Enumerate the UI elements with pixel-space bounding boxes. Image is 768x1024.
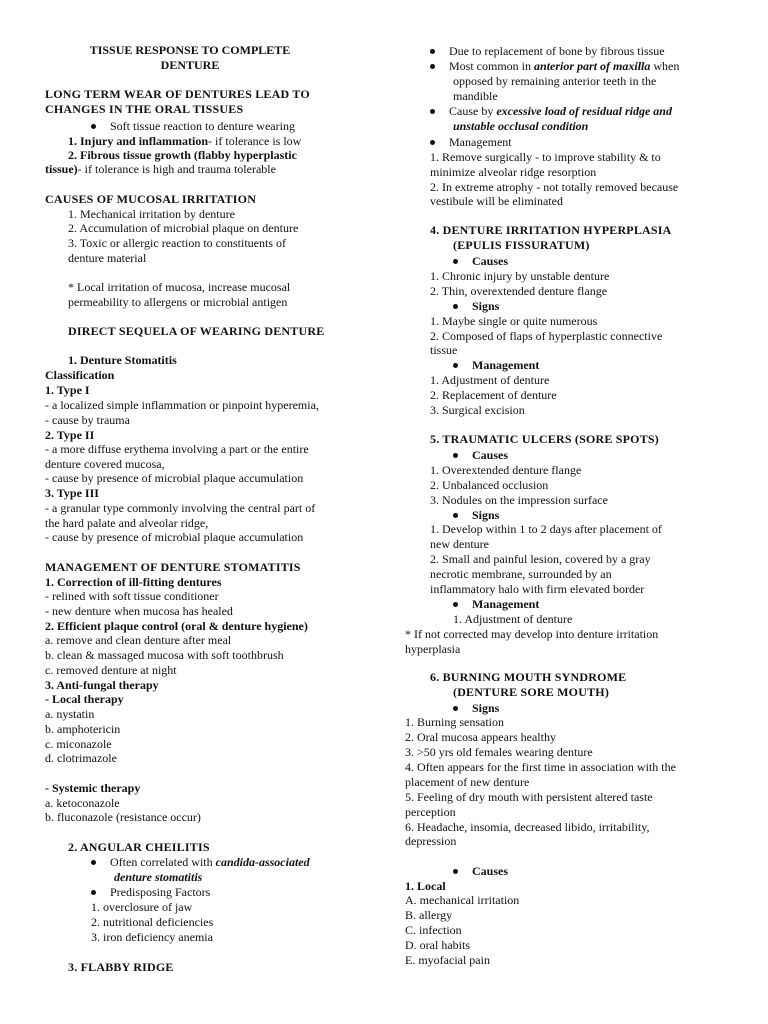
- text-segment: Management: [472, 597, 540, 611]
- text-content: tissue: [430, 343, 458, 357]
- text-content: 2. In extreme atrophy - not totally removed because: [430, 180, 679, 194]
- section-heading: [430, 432, 659, 447]
- text-line: [45, 413, 130, 428]
- text-segment: anterior part of maxilla: [534, 59, 651, 73]
- text-line: [405, 938, 470, 953]
- text-segment: tissue): [45, 162, 78, 176]
- text-line: [430, 582, 644, 597]
- text-line: [453, 119, 588, 134]
- text-segment: 1. Injury and inflammation: [68, 134, 209, 148]
- bullet-icon: [91, 860, 96, 865]
- text-content: 2. Composed of flaps of hyperplastic connective: [430, 329, 663, 343]
- text-content: permeability to allergens or microbial antigen: [68, 295, 288, 309]
- text-line: [45, 604, 233, 619]
- section-heading: [453, 238, 590, 253]
- bullet-icon: [453, 453, 458, 458]
- text-content: B. allergy: [405, 908, 453, 922]
- text-line: [45, 501, 315, 516]
- text-content: 5. TRAUMATIC ULCERS (SORE SPOTS): [430, 432, 659, 446]
- text-line: [405, 790, 653, 805]
- text-content: C. infection: [405, 923, 462, 937]
- text-line: [91, 855, 310, 870]
- text-content: Soft tissue reaction to denture wearing: [110, 119, 295, 133]
- text-line: [405, 953, 490, 968]
- text-content: 4. DENTURE IRRITATION HYPERPLASIA: [430, 223, 672, 237]
- text-content: b. amphotericin: [45, 722, 121, 736]
- text-content: LONG TERM WEAR OF DENTURES LEAD TO: [45, 87, 310, 101]
- text-content: 3. Nodules on the impression surface: [430, 493, 608, 507]
- text-content: minimize alveolar ridge resorption: [430, 165, 597, 179]
- text-segment: unstable occlusal condition: [453, 119, 589, 133]
- text-content: MANAGEMENT OF DENTURE STOMATITIS: [45, 560, 301, 574]
- bullet-icon: [453, 602, 458, 607]
- text-content: new denture: [430, 537, 489, 551]
- text-content: 6. Headache, insomia, decreased libido, irritability,: [405, 820, 650, 834]
- text-segment: 3. Anti-fungal therapy: [45, 678, 159, 692]
- text-line: [405, 775, 529, 790]
- text-line: [453, 864, 508, 879]
- text-line: [453, 448, 508, 463]
- text-line: [405, 908, 452, 923]
- bullet-icon: [453, 259, 458, 264]
- bullet-icon: [430, 109, 435, 114]
- text-line: [68, 134, 301, 149]
- text-line: [45, 796, 120, 811]
- document-title-line-2: DENTURE: [160, 58, 220, 72]
- text-content: placement of new denture: [405, 775, 530, 789]
- bullet-icon: [430, 49, 435, 54]
- text-content: 1. Adjustment of denture: [430, 373, 550, 387]
- text-content: 1. Maybe single or quite numerous: [430, 314, 598, 328]
- text-content: - a localized simple inflammation or pinpoint hyperemia,: [45, 398, 319, 412]
- text-line: [430, 463, 581, 478]
- text-content: - a granular type commonly involving the central part of: [45, 501, 316, 515]
- text-segment: excessive load of residual ridge and: [496, 104, 672, 118]
- text-content: Management: [449, 135, 512, 149]
- text-segment: Cause by: [449, 104, 497, 118]
- text-line: [45, 398, 319, 413]
- text-line: [91, 885, 210, 900]
- text-content: 3. iron deficiency anemia: [91, 930, 213, 944]
- text-content: 2. Small and painful lesion, covered by a gray: [430, 552, 651, 566]
- text-segment: Signs: [472, 508, 500, 522]
- section-heading: [430, 670, 626, 685]
- text-content: - cause by presence of microbial plaque accumulation: [45, 530, 304, 544]
- text-line: [430, 373, 549, 388]
- text-content: 2. Oral mucosa appears healthy: [405, 730, 556, 744]
- text-segment: when: [650, 59, 680, 73]
- text-line: [45, 722, 120, 737]
- text-line: [45, 678, 159, 693]
- document-title: [45, 43, 335, 73]
- text-content: 4. Often appears for the first time in association with the: [405, 760, 676, 774]
- text-line: [45, 575, 222, 590]
- text-segment: denture stomatitis: [114, 870, 203, 884]
- text-content: A. mechanical irritation: [405, 893, 520, 907]
- text-line: [430, 567, 612, 582]
- section-heading: [453, 685, 609, 700]
- bullet-icon: [453, 363, 458, 368]
- bullet-icon: [430, 64, 435, 69]
- text-line: [405, 715, 504, 730]
- text-line: [453, 701, 499, 716]
- text-segment: Causes: [472, 254, 509, 268]
- text-line: [453, 358, 539, 373]
- bullet-icon: [453, 869, 458, 874]
- text-content: Predisposing Factors: [110, 885, 211, 899]
- text-content: 2. nutritional deficiencies: [91, 915, 214, 929]
- text-content: CAUSES OF MUCOSAL IRRITATION: [45, 192, 257, 206]
- text-content: 3. FLABBY RIDGE: [68, 960, 174, 974]
- section-heading: [68, 960, 174, 975]
- text-line: [45, 692, 124, 707]
- text-line: [453, 254, 508, 269]
- text-line: [430, 493, 608, 508]
- text-content: c. removed denture at night: [45, 663, 177, 677]
- text-content: - cause by presence of microbial plaque accumulation: [45, 471, 304, 485]
- text-content: CHANGES IN THE ORAL TISSUES: [45, 102, 244, 116]
- text-line: [453, 597, 539, 612]
- text-line: [45, 486, 99, 501]
- text-segment: 3. Type III: [45, 486, 99, 500]
- text-line: [45, 442, 309, 457]
- text-line: [430, 284, 607, 299]
- text-segment: 2. Efficient plaque control (oral & denture hygiene): [45, 619, 308, 633]
- text-content: b. clean & massaged mucosa with soft toothbrush: [45, 648, 284, 662]
- text-segment: - Systemic therapy: [45, 781, 141, 795]
- text-content: opposed by remaining anterior teeth in the: [453, 74, 657, 88]
- text-line: [405, 745, 593, 760]
- text-content: 1. overclosure of jaw: [91, 900, 193, 914]
- text-content: 2. Unbalanced occlusion: [430, 478, 549, 492]
- text-content: * If not corrected may develop into denture irritation: [405, 627, 659, 641]
- text-line: [45, 530, 303, 545]
- text-content: - new denture when mucosa has healed: [45, 604, 233, 618]
- text-line: [45, 162, 276, 177]
- text-segment: 1. Correction of ill-fitting dentures: [45, 575, 222, 589]
- bullet-icon: [430, 140, 435, 145]
- text-content: mandible: [453, 89, 498, 103]
- text-segment: - if tolerance is high and trauma tolerable: [77, 162, 276, 176]
- section-heading: [45, 192, 256, 207]
- text-segment: 1. Local: [405, 879, 446, 893]
- text-segment: 1. Type I: [45, 383, 90, 397]
- text-line: [453, 508, 499, 523]
- text-segment: 1. Denture Stomatitis: [68, 353, 177, 367]
- text-segment: candida-associated: [215, 855, 310, 869]
- text-line: [45, 383, 90, 398]
- text-line: [405, 730, 556, 745]
- bullet-icon: [91, 890, 96, 895]
- document-title-line-1: TISSUE RESPONSE TO COMPLETE: [89, 43, 291, 57]
- text-content: inflammatory halo with firm elevated border: [430, 582, 645, 596]
- text-line: [91, 900, 192, 915]
- text-line: [430, 59, 679, 74]
- text-line: [45, 663, 177, 678]
- text-line: [45, 633, 231, 648]
- section-heading: [430, 223, 672, 238]
- text-line: [453, 299, 499, 314]
- text-segment: Causes: [472, 864, 509, 878]
- text-line: [405, 760, 676, 775]
- text-segment: - Local therapy: [45, 692, 124, 706]
- text-content: 2. Replacement of denture: [430, 388, 557, 402]
- text-segment: Signs: [472, 299, 500, 313]
- text-line: [430, 180, 678, 195]
- text-content: * Local irritation of mucosa, increase mucosal: [68, 280, 291, 294]
- text-line: [45, 707, 94, 722]
- text-line: [430, 329, 662, 344]
- text-content: 1. Remove surgically - to improve stability & to: [430, 150, 661, 164]
- section-heading: [45, 102, 243, 117]
- text-line: [91, 915, 213, 930]
- text-segment: 2. Type II: [45, 428, 95, 442]
- section-heading: [45, 560, 301, 575]
- text-content: D. oral habits: [405, 938, 470, 952]
- text-line: [405, 879, 446, 894]
- text-line: [430, 104, 672, 119]
- text-content: 1. Mechanical irritation by denture: [68, 207, 235, 221]
- text-line: [45, 781, 140, 796]
- text-segment: Management: [472, 358, 540, 372]
- text-content: d. clotrimazole: [45, 751, 117, 765]
- text-content: vestibule will be eliminated: [430, 194, 563, 208]
- text-line: [430, 150, 661, 165]
- text-line: [405, 923, 462, 938]
- text-line: [405, 805, 456, 820]
- text-content: 1. Develop within 1 to 2 days after placement of: [430, 522, 662, 536]
- text-content: (DENTURE SORE MOUTH): [453, 685, 610, 699]
- text-content: E. myofacial pain: [405, 953, 490, 967]
- text-segment: Classification: [45, 368, 115, 382]
- section-heading: [45, 87, 310, 102]
- text-line: [45, 471, 303, 486]
- text-content: 3. Toxic or allergic reaction to constituents of: [68, 236, 286, 250]
- text-segment: Often correlated with: [110, 855, 216, 869]
- text-content: 6. BURNING MOUTH SYNDROME: [430, 670, 627, 684]
- text-segment: Signs: [472, 701, 500, 715]
- bullet-icon: [453, 513, 458, 518]
- text-line: [91, 119, 295, 134]
- bullet-icon: [453, 706, 458, 711]
- text-line: [453, 89, 498, 104]
- text-content: the hard palate and alveolar ridge,: [45, 516, 209, 530]
- text-line: [45, 428, 94, 443]
- text-line: [68, 280, 290, 295]
- text-content: c. miconazole: [45, 737, 112, 751]
- section-heading: [68, 840, 210, 855]
- text-content: 2. Accumulation of microbial plaque on denture: [68, 221, 299, 235]
- text-line: [45, 810, 201, 825]
- text-content: Due to replacement of bone by fibrous tissue: [449, 44, 665, 58]
- text-line: [430, 522, 662, 537]
- text-content: 3. >50 yrs old females wearing denture: [405, 745, 593, 759]
- text-content: b. fluconazole (resistance occur): [45, 810, 201, 824]
- text-line: [405, 642, 460, 657]
- text-line: [405, 820, 649, 835]
- text-line: [45, 648, 284, 663]
- text-content: 1. Overextended denture flange: [430, 463, 582, 477]
- text-line: [114, 870, 202, 885]
- text-line: [430, 165, 596, 180]
- text-line: [430, 552, 651, 567]
- text-content: - relined with soft tissue conditioner: [45, 589, 219, 603]
- text-line: [453, 74, 656, 89]
- text-segment: Most common in: [449, 59, 535, 73]
- text-content: 3. Surgical excision: [430, 403, 525, 417]
- text-segment: 2. Fibrous tissue growth (flabby hyperplastic: [68, 148, 297, 162]
- bullet-icon: [91, 124, 96, 129]
- text-line: [430, 269, 609, 284]
- text-line: [68, 353, 177, 368]
- text-content: 1. Burning sensation: [405, 715, 504, 729]
- text-line: [430, 388, 557, 403]
- section-heading: [68, 324, 324, 339]
- text-line: [430, 44, 665, 59]
- text-line: [430, 537, 489, 552]
- text-line: [430, 403, 525, 418]
- text-content: perception: [405, 805, 456, 819]
- text-content: denture covered mucosa,: [45, 457, 165, 471]
- text-content: 1. Adjustment of denture: [453, 612, 573, 626]
- text-line: [45, 589, 219, 604]
- text-line: [430, 478, 548, 493]
- text-line: [91, 930, 213, 945]
- text-line: [45, 751, 117, 766]
- text-line: [68, 236, 286, 251]
- text-line: [68, 148, 297, 163]
- text-content: 5. Feeling of dry mouth with persistent altered taste: [405, 790, 653, 804]
- text-line: [45, 368, 114, 383]
- bullet-icon: [453, 304, 458, 309]
- text-content: DIRECT SEQUELA OF WEARING DENTURE: [68, 324, 325, 338]
- text-line: [68, 295, 287, 310]
- text-line: [430, 343, 457, 358]
- text-content: depression: [405, 834, 457, 848]
- text-content: necrotic membrane, surrounded by an: [430, 567, 612, 581]
- text-line: [405, 627, 658, 642]
- text-segment: - if tolerance is low: [208, 134, 302, 148]
- text-line: [68, 251, 146, 266]
- text-line: [405, 834, 456, 849]
- text-content: a. nystatin: [45, 707, 95, 721]
- text-content: a. remove and clean denture after meal: [45, 633, 232, 647]
- text-line: [430, 135, 512, 150]
- text-line: [430, 194, 563, 209]
- text-line: [45, 457, 165, 472]
- text-line: [430, 314, 597, 329]
- text-line: [453, 612, 572, 627]
- text-content: hyperplasia: [405, 642, 461, 656]
- text-content: - cause by trauma: [45, 413, 130, 427]
- text-content: denture material: [68, 251, 147, 265]
- text-content: a. ketoconazole: [45, 796, 120, 810]
- text-content: 1. Chronic injury by unstable denture: [430, 269, 610, 283]
- text-line: [68, 221, 298, 236]
- text-segment: Causes: [472, 448, 509, 462]
- text-line: [45, 737, 112, 752]
- text-content: - a more diffuse erythema involving a part or the entire: [45, 442, 309, 456]
- text-line: [45, 516, 208, 531]
- text-line: [45, 619, 308, 634]
- text-line: [68, 207, 235, 222]
- text-content: 2. Thin, overextended denture flange: [430, 284, 608, 298]
- text-line: [405, 893, 519, 908]
- text-content: (EPULIS FISSURATUM): [453, 238, 590, 252]
- text-content: 2. ANGULAR CHEILITIS: [68, 840, 210, 854]
